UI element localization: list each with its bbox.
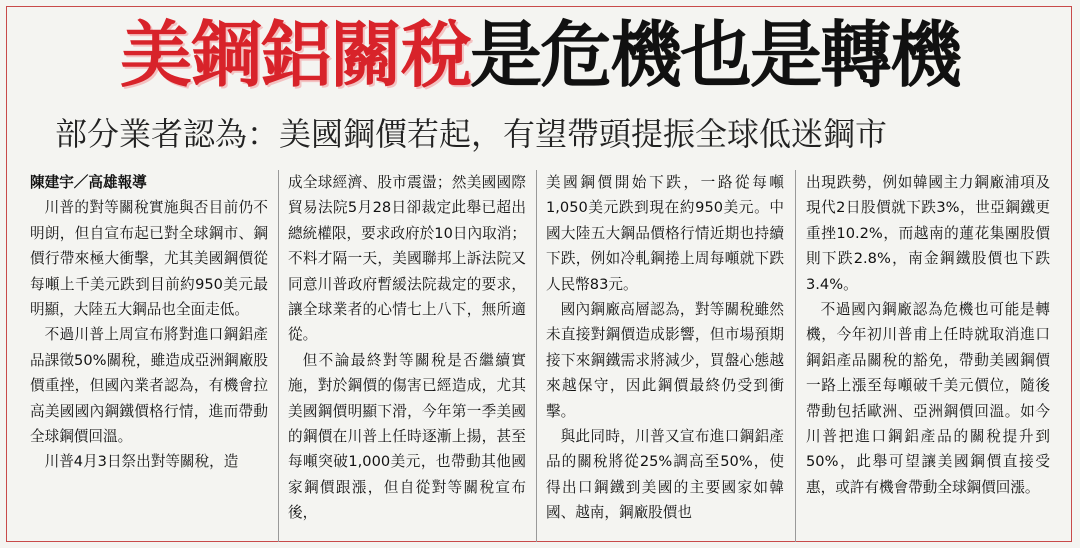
paragraph: 出現跌勢，例如韓國主力鋼廠浦項及現代2日股價就下跌3%，世亞鋼鐵更重挫10.2%，而越南的蓮花集團股價則下跌2.8%，南金鋼鐵股價也下跌3.4%。 [806,174,1050,293]
paragraph: 不過國內鋼廠認為危機也可能是轉機，今年初川普甫上任時就取消進口鋼鋁產品關稅的豁免，帶動美國鋼價一路上漲至每噸破千美元價位，隨後帶動包括歐洲、亞洲鋼價回溫。如今川普把進口鋼鋁產品的關稅提升到50%，此舉可望讓美國鋼價直接受惠，或許有機會帶動全球鋼價回漲。 [806,301,1050,496]
paragraph: 成全球經濟、股市震盪；然美國國際貿易法院5月28日卻裁定此舉已超出總統權限，要求政府於10日內取消；不料才隔一天，美國聯邦上訴法院又同意川普政府暫緩法院裁定的要求，讓全球業者的心情七上八下，無所適從。 [288,174,526,344]
article-column-2 [288,170,526,544]
paragraph: 川普的對等關稅實施與否目前仍不明朗，但自宣布起已對全球鋼市、鋼價行帶來極大衝擊，尤其美國鋼價從每噸上千美元跌到目前約950美元最明顯，大陸五大鋼品也全面走低。 [30,199,268,319]
paragraph: 川普4月3日祭出對等關稅，造 [44,453,239,471]
column-divider [795,170,796,542]
column-divider [536,170,537,542]
paragraph: 但不論最終對等關稅是否繼續實施，對於鋼價的傷害已經造成，尤其美國鋼價明顯下滑，今年第一季美國的鋼價在川普上任時逐漸上揚，甚至每噸突破1,000美元，也帶動其他國家鋼價跟漲，但自從對等關稅宣布後， [288,351,526,522]
article-column-3 [546,170,784,544]
paragraph: 與此同時，川普又宣布進口鋼鋁產品的關稅將從25%調高至50%，使得出口鋼鐵到美國的主要國家如韓國、越南，鋼廠股價也 [546,428,784,522]
headline [0,10,1080,100]
paragraph: 不過川普上周宣布將對進口鋼鋁產品課徵50%關稅，雖造成亞洲鋼廠股價重挫，但國內業者認為，有機會拉高美國國內鋼鐵價格行情，進而帶動全球鋼價回溫。 [30,326,268,446]
article-column-4 [806,170,1050,544]
headline-black: 是危機也是轉機 [470,13,961,97]
column-divider [278,170,279,542]
subheadline: 部分業者認為：美國鋼價若起，有望帶頭提振全球低迷鋼市 [55,115,888,153]
byline: 陳建宇／高雄報導 [30,174,147,191]
paragraph: 國內鋼廠高層認為，對等關稅雖然未直接對鋼價造成影響，但市場預期接下來鋼鐵需求將減少，買盤心態越來越保守，因此鋼價最終仍受到衝擊。 [546,301,784,420]
headline-red: 美鋼鋁關稅 [119,13,470,97]
article-column-1 [30,170,268,544]
paragraph: 美國鋼價開始下跌，一路從每噸1,050美元跌到現在約950美元。中國大陸五大鋼品價格行情近期也持續下跌，例如冷軋鋼捲上周每噸就下跌人民幣83元。 [546,174,784,293]
